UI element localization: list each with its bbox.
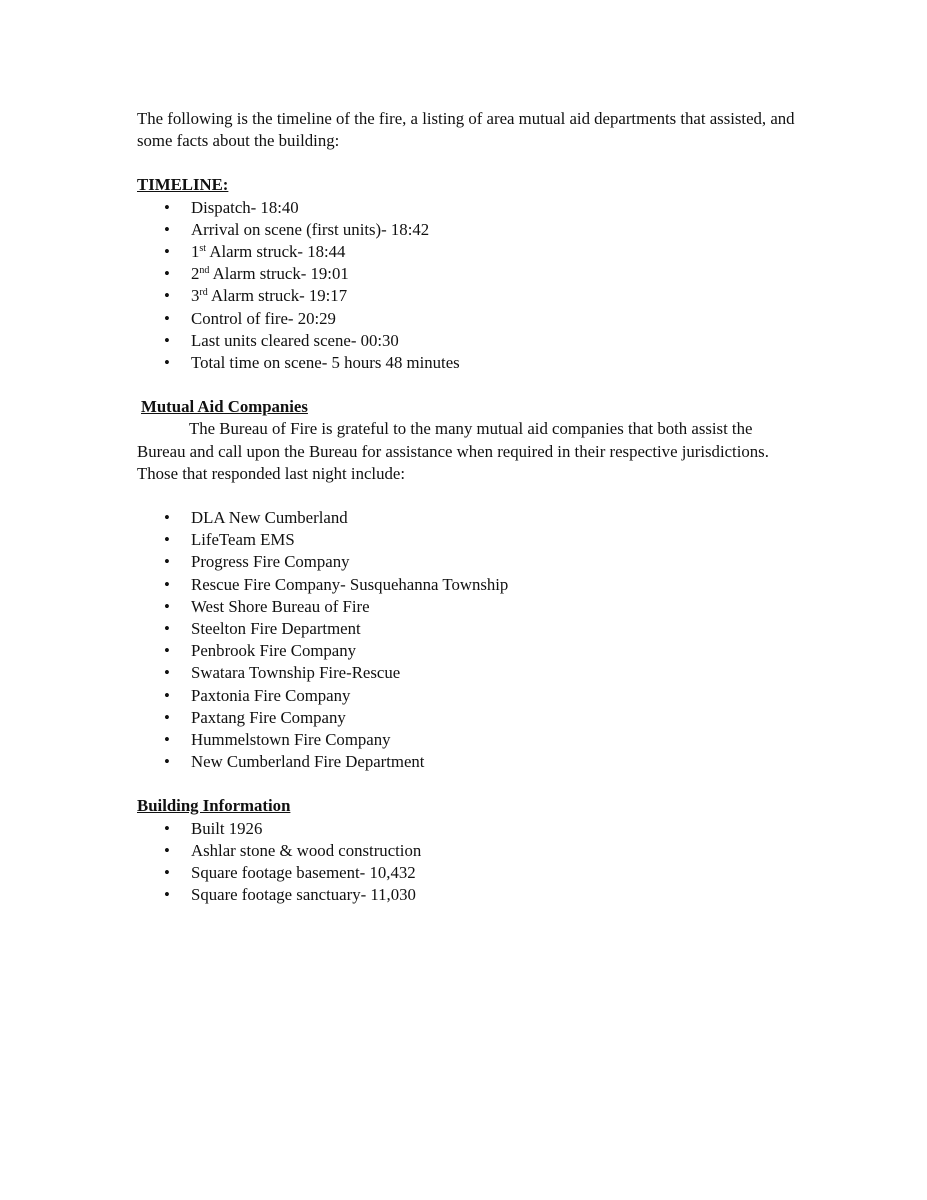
mutual-aid-heading: Mutual Aid Companies	[141, 397, 308, 417]
mutual-aid-paragraph: The Bureau of Fire is grateful to the many mutual aid companies that both assist the Bureau and call upon the Bureau for assistance when required in their respective jurisdictions. Those that responded last night include:	[137, 419, 769, 483]
timeline-item: • Total time on scene- 5 hours 48 minutes	[137, 352, 797, 374]
timeline-item: • Dispatch- 18:40	[137, 197, 797, 219]
company-item: • DLA New Cumberland	[137, 507, 797, 529]
mutual-aid-list	[137, 507, 797, 773]
company-item: • Penbrook Fire Company	[137, 640, 797, 662]
timeline-list	[137, 197, 797, 375]
ordinal-suffix: st	[199, 243, 207, 255]
company-item: • Paxtang Fire Company	[137, 707, 797, 729]
building-item: • Square footage sanctuary- 11,030	[137, 884, 797, 906]
alarm-text: Alarm struck- 19:01	[209, 264, 349, 284]
section-spacer	[137, 485, 797, 507]
alarm-number: 2	[191, 264, 200, 284]
alarm-number: 3	[191, 286, 200, 306]
company-item: • Steelton Fire Department	[137, 618, 797, 640]
alarm-text: Alarm struck- 18:44	[206, 242, 346, 262]
intro-paragraph: The following is the timeline of the fire, a listing of area mutual aid departments that assisted, and some facts about the building:	[137, 109, 795, 151]
building-info-heading: Building Information	[137, 796, 291, 816]
building-item: • Built 1926	[137, 818, 797, 840]
company-item: • Hummelstown Fire Company	[137, 729, 797, 751]
company-item: • New Cumberland Fire Department	[137, 751, 797, 773]
building-info-list	[137, 818, 797, 907]
timeline-item: • Last units cleared scene- 00:30	[137, 330, 797, 352]
company-item: • Progress Fire Company	[137, 551, 797, 573]
ordinal-suffix: rd	[199, 287, 208, 299]
building-item: • Square footage basement- 10,432	[137, 862, 797, 884]
company-item: • Rescue Fire Company- Susquehanna Township	[137, 574, 797, 596]
timeline-item	[137, 263, 797, 285]
company-item: • Swatara Township Fire-Rescue	[137, 662, 797, 684]
company-item: • Paxtonia Fire Company	[137, 685, 797, 707]
timeline-item	[137, 241, 797, 263]
section-spacer	[137, 773, 797, 795]
timeline-item: • Control of fire- 20:29	[137, 308, 797, 330]
timeline-heading: TIMELINE:	[137, 175, 229, 195]
timeline-item	[137, 285, 797, 307]
company-item: • LifeTeam EMS	[137, 529, 797, 551]
company-item: • West Shore Bureau of Fire	[137, 596, 797, 618]
ordinal-suffix: nd	[199, 265, 210, 277]
alarm-number: 1	[191, 242, 200, 262]
alarm-text: Alarm struck- 19:17	[207, 286, 348, 306]
document-page	[137, 108, 797, 907]
timeline-item: • Arrival on scene (first units)- 18:42	[137, 219, 797, 241]
section-spacer	[137, 374, 797, 396]
building-item: • Ashlar stone & wood construction	[137, 840, 797, 862]
